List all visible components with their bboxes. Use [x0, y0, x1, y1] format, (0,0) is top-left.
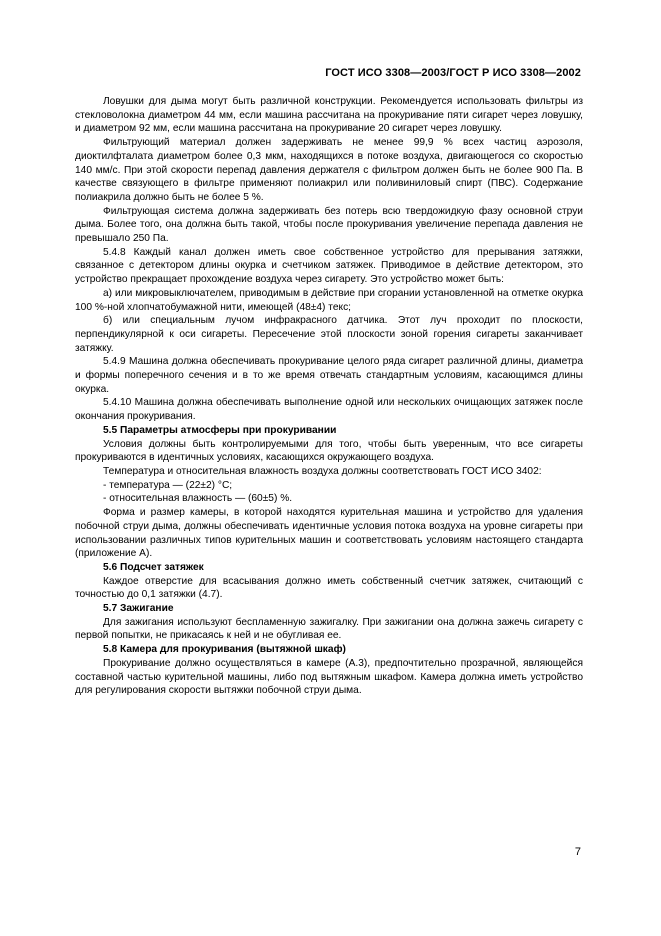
list-item-humidity: - относительная влажность — (60±5) %. [103, 493, 293, 505]
list-item-temperature: - температура — (22±2) °С; [103, 479, 233, 491]
paragraph: Фильтрующий материал должен задерживать не менее 99,9 % всех частиц аэрозоля, диоктилфталата диаметром более 0,3 мкм, находящихся в потоке воздуха, двигающегося со скоростью 140 мм/с. При этой скорости перепад давления держателя с фильтром должен быть не более 900 Па. В качестве связующего в фильтре применяют полиакрил или поливиниловый спирт (ПВС). Содержание полиакрила должно быть не более 5 %. [75, 137, 583, 203]
page-number: 7 [574, 846, 581, 858]
clause-5-4-9: 5.4.9 Машина должна обеспечивать прокуривание целого ряда сигарет различной длины, диаметра и формы поперечного сечения и в то же время отвечать стандартным условиям, касающимся длины окурка. [75, 356, 583, 395]
list-item-a: а) или микровыключателем, приводимым в действие при сгорании установленной на отметке окурка 100 %-ной хлопчатобумажной нити, имеющей (48±4) текс; [75, 287, 583, 313]
paragraph: Фильтрующая система должна задерживать без потерь всю твердожидкую фазу основной струи дыма. Более того, она должна быть такой, чтобы после прокуривания увеличение перепада давления не превышало 250 Па. [75, 205, 583, 245]
clause-5-4-10: 5.4.10 Машина должна обеспечивать выполнение одной или нескольких очищающих затяжек после окончания прокуривания. [75, 397, 583, 423]
paragraph: Каждое отверстие для всасывания должно иметь собственный счетчик затяжек, считающий с точностью до 0,1 затяжки (4.7). [75, 575, 583, 601]
paragraph: Прокуривание должно осуществляться в камере (А.3), предпочтительно прозрачной, являющейся составной частью курительной машины, либо под вытяжным шкафом. Камера должна иметь устройство для регулирования скорости вытяжки побочной струи дыма. [75, 657, 583, 697]
document-header: ГОСТ ИСО 3308—2003/ГОСТ Р ИСО 3308—2002 [325, 67, 581, 79]
section-heading-5-8: 5.8 Камера для прокуривания (вытяжной шкаф) [103, 644, 346, 656]
clause-5-4-8: 5.4.8 Каждый канал должен иметь свое собственное устройство для прерывания затяжки, связанное с детектором длины окурка и счетчиком затяжек. Приводимое в действие детектором, это устройство прекращает прохождение воздуха через сигарету. Это устройство может быть: [75, 246, 583, 286]
paragraph: Форма и размер камеры, в которой находятся курительная машина и устройство для удаления побочной струи дыма, должны обеспечивать идентичные условия потока воздуха на уровне сигареты при использовании различных типов курительных машин и соответствовать условиям настоящего стандарта (приложение А). [75, 507, 583, 560]
section-heading-5-7: 5.7 Зажигание [103, 603, 174, 615]
list-item-b: б) или специальным лучом инфракрасного датчика. Этот луч проходит по плоскости, перпендикулярной к оси сигареты. Пересечение этой плоскости зоной горения сигареты заканчивает затяжку. [75, 315, 583, 354]
document-body [75, 95, 583, 698]
section-heading-5-5: 5.5 Параметры атмосферы при прокуривании [103, 424, 337, 436]
paragraph: Для зажигания используют беспламенную зажигалку. При зажигании она должна зажечь сигарету с первой попытки, не прикасаясь к ней и не обугливая ее. [75, 616, 583, 642]
paragraph: Условия должны быть контролируемыми для того, чтобы быть уверенным, что все сигареты прокуриваются в идентичных условиях, касающихся окружающего воздуха. [75, 438, 583, 464]
section-heading-5-6: 5.6 Подсчет затяжек [103, 561, 204, 573]
paragraph: Температура и относительная влажность воздуха должны соответствовать ГОСТ ИСО 3402: [103, 465, 542, 477]
paragraph: Ловушки для дыма могут быть различной конструкции. Рекомендуется использовать фильтры из стекловолокна диаметром 44 мм, если машина рассчитана на прокуривание пяти сигарет через ловушку, и диаметром 92 мм, если машина рассчитана на прокуривание 20 сигарет через ловушку. [75, 96, 583, 135]
